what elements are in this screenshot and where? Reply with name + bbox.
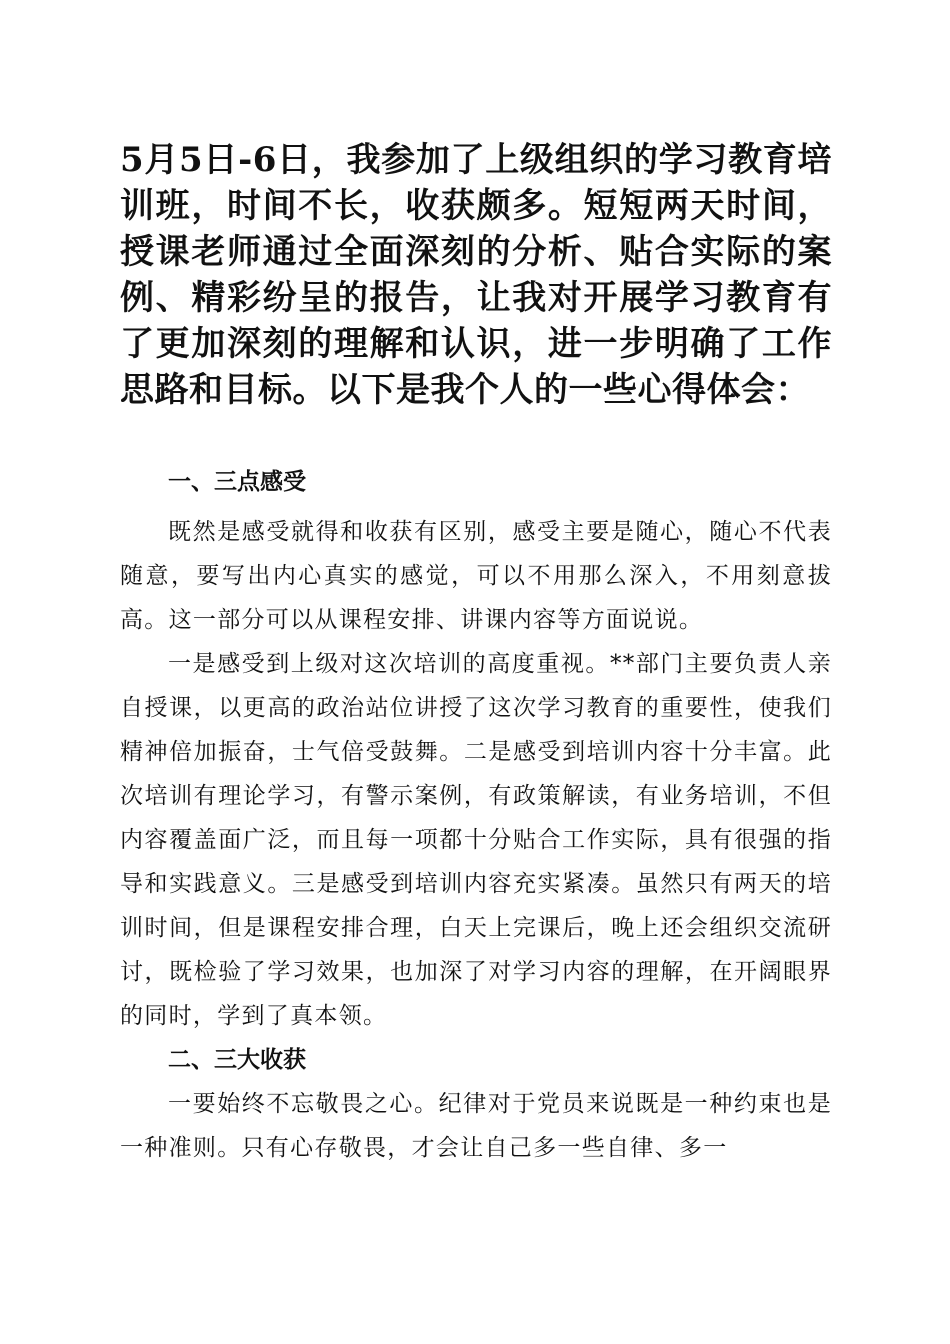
section-2-paragraph-1: 一要始终不忘敬畏之心。纪律对于党员来说既是一种约束也是一种准则。只有心存敬畏，才会让自己多一些自律、多一 (120, 1091, 832, 1161)
section-heading-1: 一、三点感受 (168, 469, 306, 495)
section-heading-2: 二、三大收获 (168, 1047, 306, 1073)
section-1-paragraph-1: 既然是感受就得和收获有区别，感受主要是随心，随心不代表随意，要写出内心真实的感觉，可以不用那么深入，不用刻意拔高。这一部分可以从课程安排、讲课内容等方面说说。 (120, 519, 832, 633)
document-body (120, 460, 832, 1170)
lead-paragraph: 5月5日-6日，我参加了上级组织的学习教育培训班，时间不长，收获颇多。短短两天时间，授课老师通过全面深刻的分析、贴合实际的案例、精彩纷呈的报告，让我对开展学习教育有了更加深刻的理解和认识，进一步明确了工作思路和目标。以下是我个人的一些心得体会： (120, 140, 832, 410)
section-1-paragraph-2: 一是感受到上级对这次培训的高度重视。**部门主要负责人亲自授课，以更高的政治站位讲授了这次学习教育的重要性，使我们精神倍加振奋，士气倍受鼓舞。二是感受到培训内容十分丰富。此次培训有理论学习，有警示案例，有政策解读，有业务培训，不但内容覆盖面广泛，而且每一项都十分贴合工作实际，具有很强的指导和实践意义。三是感受到培训内容充实紧凑。虽然只有两天的培训时间，但是课程安排合理，白天上完课后，晚上还会组织交流研讨，既检验了学习效果，也加深了对学习内容的理解，在开阔眼界的同时，学到了真本领。 (120, 651, 832, 1029)
